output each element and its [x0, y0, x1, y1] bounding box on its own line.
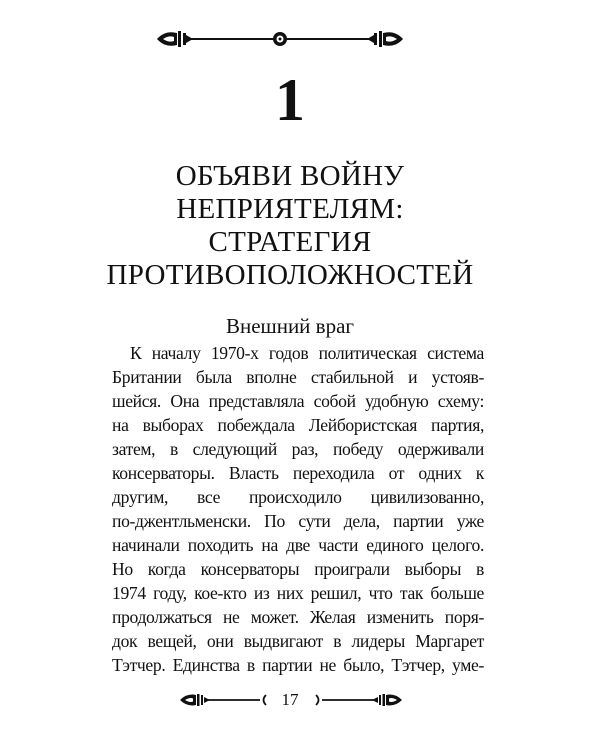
chapter-title: [0, 160, 580, 292]
chapter-title-line: СТРАТЕГИЯ: [208, 226, 372, 258]
text-line: Тэтчер. Единства в партии не было, Тэтчер, уме-: [112, 655, 484, 675]
chapter-title-line: НЕПРИЯТЕЛЯМ:: [176, 193, 404, 225]
footer-ornament-right-icon: [312, 690, 404, 710]
section-heading: Внешний враг: [225, 314, 355, 338]
footer-ornament-left-icon: [178, 690, 270, 710]
body-text: [112, 341, 484, 677]
text-line: док вещей, они выдвигают в лидеры Маргарет: [112, 631, 484, 651]
text-line: начинали походить на две части единого целого.: [112, 535, 484, 555]
text-line: 1974 году, кое-кто из них решил, что так больше: [112, 583, 484, 603]
text-line: консерваторы. Власть переходила от одних к: [112, 463, 484, 483]
text-line: Британии была вполне стабильной и устояв-: [112, 367, 484, 387]
text-line: Но когда консерваторы проиграли выборы в: [112, 559, 484, 579]
text-line: по-джентльменски. По сути дела, партии уже: [112, 511, 484, 531]
chapter-number: 1: [275, 67, 305, 133]
text-line: на выборах побеждала Лейбористская партия,: [112, 415, 484, 435]
text-line: шейся. Она представляла собой удобную схему:: [112, 391, 484, 411]
ornament-divider-icon: [155, 26, 405, 52]
text-line: продолжаться не может. Желая изменить поря-: [112, 607, 484, 627]
text-line: К началу 1970-х годов политическая система: [130, 343, 484, 363]
chapter-title-line: ОБЪЯВИ ВОЙНУ: [175, 160, 405, 192]
text-line: другим, все происходило цивилизованно,: [112, 487, 484, 507]
text-line: затем, в следующий раз, победу одерживали: [112, 439, 484, 459]
chapter-title-line: ПРОТИВОПОЛОЖНОСТЕЙ: [106, 259, 474, 291]
page-number: 17: [281, 690, 299, 709]
